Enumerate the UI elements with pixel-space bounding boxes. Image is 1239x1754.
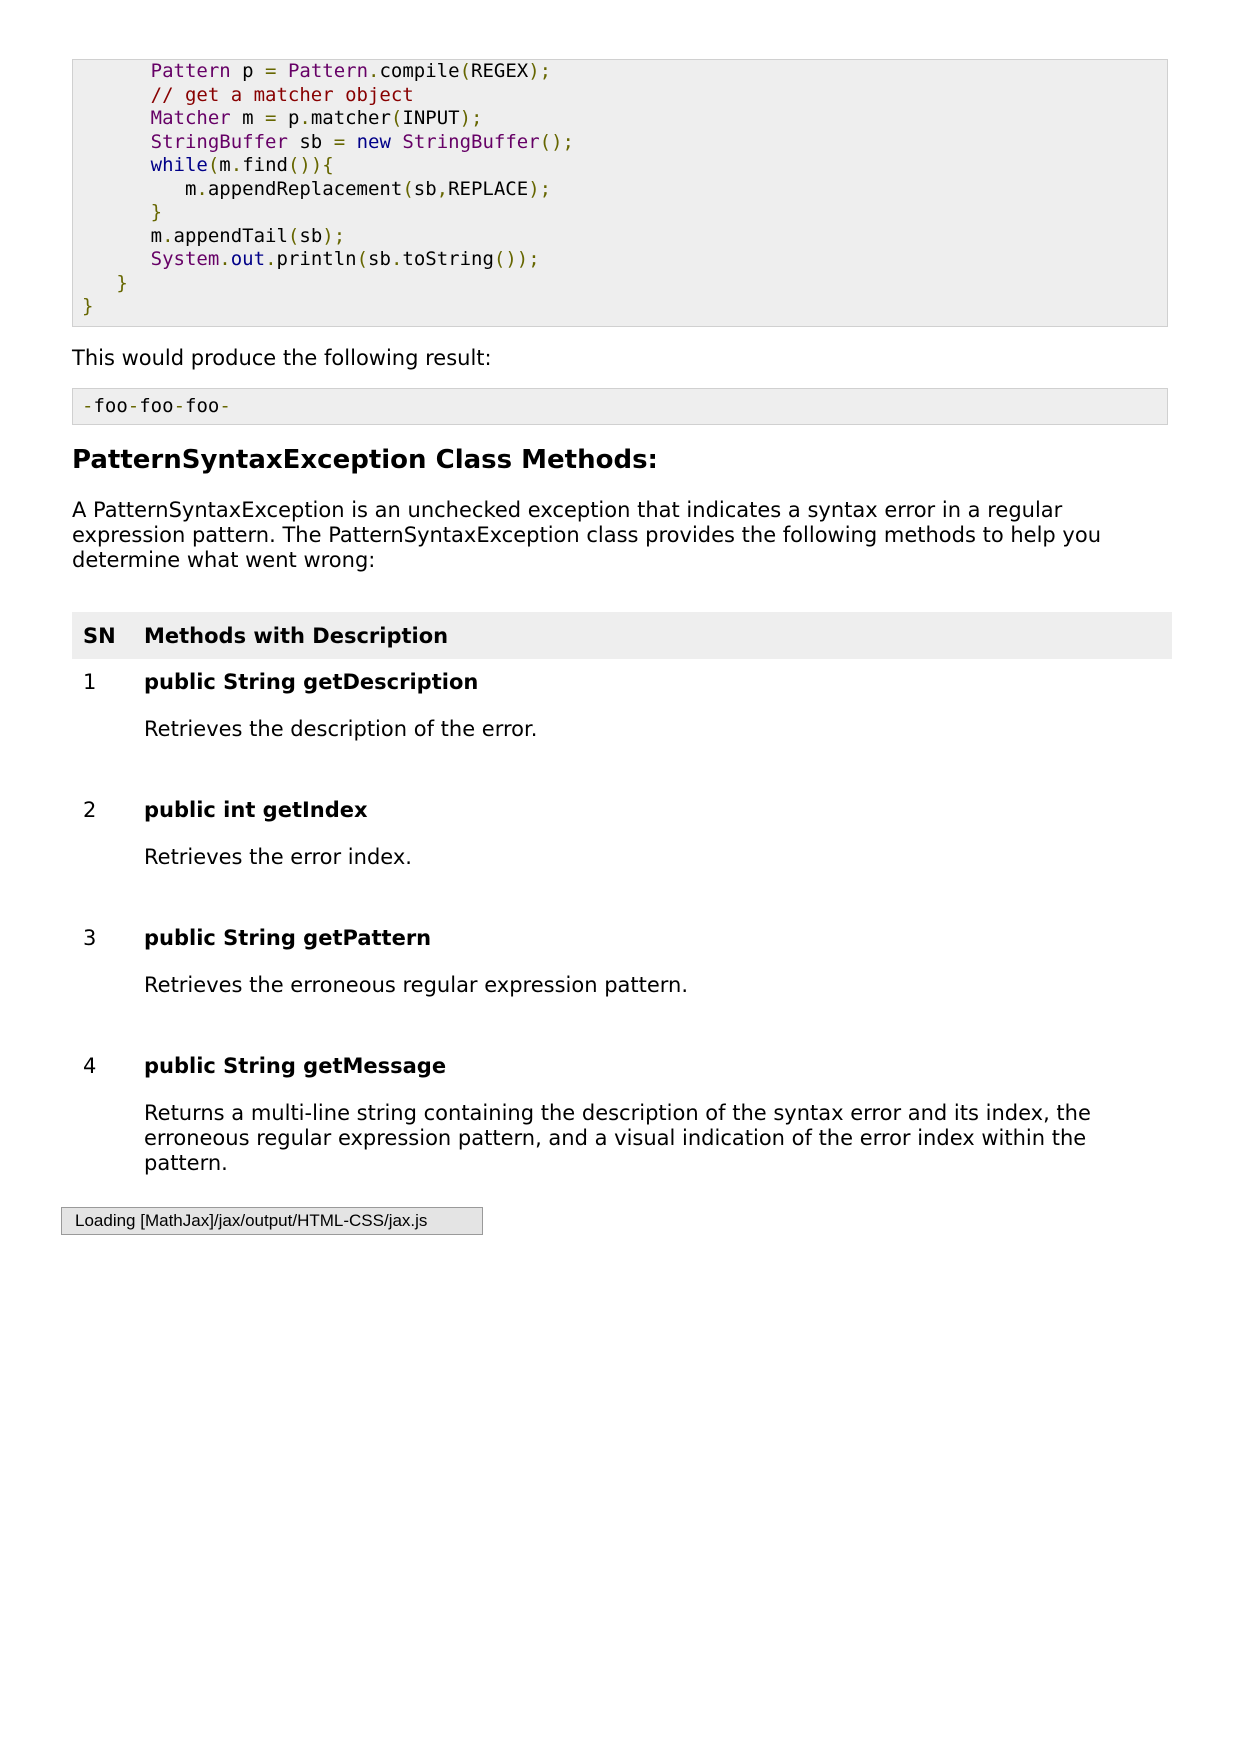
code-token: StringBuffer (150, 130, 288, 153)
code-token: = (265, 60, 277, 82)
code-token: - (219, 394, 231, 417)
code-line (82, 84, 1167, 108)
method-description: Returns a multi-line string containing the description of the syntax error and its index, the erroneous regular expression pattern, and a visual indication of the error index within the pattern. (144, 1101, 1091, 1175)
code-token: ( (390, 107, 403, 129)
row-method (133, 787, 1172, 915)
code-token: appendReplacement (207, 177, 403, 200)
code-token: . (390, 248, 403, 270)
code-token: toString (402, 248, 494, 270)
code-token: ( (402, 177, 414, 200)
result-output (72, 388, 1168, 426)
code-token: sb (368, 248, 391, 270)
code-token: m (219, 154, 231, 176)
code-token: } (116, 271, 128, 294)
code-token: Pattern (287, 60, 369, 82)
code-token (82, 272, 116, 294)
code-token (82, 201, 151, 223)
method-name: public int getIndex (144, 798, 368, 822)
row-method (133, 1043, 1172, 1176)
code-token: . (219, 248, 231, 270)
code-token (345, 131, 356, 153)
code-token: compile (379, 60, 460, 82)
code-token: foo (139, 394, 174, 417)
table-row (72, 787, 1172, 915)
method-name: public String getDescription (144, 670, 479, 694)
methods-table (72, 612, 1172, 1176)
page-content (72, 59, 1168, 1176)
code-token: while (150, 154, 208, 176)
table-header-row (72, 612, 1172, 659)
code-token: . (162, 224, 174, 247)
code-token: (); (539, 130, 574, 153)
method-description: Retrieves the error index. (144, 845, 412, 869)
row-sn: 2 (83, 798, 97, 822)
code-token (391, 131, 402, 153)
row-sn: 4 (83, 1054, 97, 1078)
code-token: foo (185, 394, 220, 417)
code-token: } (150, 201, 163, 223)
code-token: ( (356, 248, 369, 270)
code-token: p (230, 60, 266, 82)
row-sn: 1 (83, 670, 97, 694)
code-token: } (82, 295, 94, 317)
section-intro: A PatternSyntaxException is an unchecked exception that indicates a syntax error in a regular expression pattern. The PatternSyntaxException class provides the following methods to help you determine what went wrong: (72, 498, 1101, 572)
code-token: Matcher (150, 107, 231, 129)
code-token: . (196, 177, 208, 200)
code-token: sb (413, 177, 437, 200)
code-line (82, 154, 1167, 178)
code-token (82, 84, 151, 106)
code-block (72, 59, 1168, 327)
code-token: appendTail (173, 224, 288, 247)
code-token: ); (322, 224, 346, 247)
output-line (82, 395, 1158, 419)
code-token: foo (93, 394, 128, 417)
row-method (133, 915, 1172, 1043)
code-token (277, 60, 288, 82)
row-method (133, 659, 1172, 787)
code-token: ); (528, 177, 552, 200)
code-line (82, 131, 1167, 155)
code-token: . (368, 60, 380, 82)
code-token: ( (207, 154, 220, 176)
code-token: println (276, 248, 357, 270)
mathjax-loading-status: Loading [MathJax]/jax/output/HTML-CSS/jax.js (61, 1207, 483, 1235)
table-row (72, 915, 1172, 1043)
code-token: = (265, 107, 277, 129)
table-row (72, 659, 1172, 787)
code-token (82, 154, 151, 176)
code-token (82, 60, 151, 82)
code-token: sb (299, 224, 323, 247)
code-token: . (299, 107, 311, 129)
method-name: public String getMessage (144, 1054, 447, 1078)
method-description: Retrieves the erroneous regular expression pattern. (144, 973, 689, 997)
code-token: StringBuffer (402, 130, 540, 153)
code-token: . (265, 248, 277, 270)
code-token: Pattern (150, 60, 231, 82)
code-token (82, 248, 151, 270)
code-token: // get a matcher object (150, 83, 414, 106)
code-token: ); (459, 107, 483, 129)
code-line (82, 248, 1167, 272)
table-row (72, 1043, 1172, 1176)
code-token: p (276, 107, 300, 129)
code-token: ( (287, 224, 300, 247)
code-token: m (82, 224, 163, 247)
result-intro: This would produce the following result: (72, 345, 492, 370)
code-token: ()){ (287, 154, 334, 176)
code-token: m (82, 177, 197, 200)
code-token: . (230, 154, 243, 176)
code-line (82, 295, 1167, 319)
header-methods: Methods with Description (133, 612, 1172, 659)
section-title: PatternSyntaxException Class Methods: (72, 445, 658, 475)
code-line (82, 225, 1167, 249)
code-token: ()); (493, 248, 540, 270)
code-token: - (173, 394, 186, 417)
code-token: m (230, 107, 266, 129)
row-sn: 3 (83, 926, 97, 950)
code-token: REPLACE (448, 177, 529, 200)
code-line (82, 60, 1167, 84)
code-token: - (82, 394, 94, 417)
code-token: INPUT (402, 107, 460, 129)
code-token: System (150, 248, 220, 270)
header-sn: SN (72, 612, 133, 659)
code-token: matcher (310, 107, 391, 129)
code-token: ); (528, 60, 552, 82)
code-token: REGEX (471, 60, 529, 82)
method-name: public String getPattern (144, 926, 432, 950)
code-token (82, 131, 151, 153)
code-line (82, 272, 1167, 296)
code-line (82, 178, 1167, 202)
code-token: ( (459, 60, 472, 82)
code-token: - (127, 394, 140, 417)
code-token: = (333, 130, 346, 153)
code-line (82, 201, 1167, 225)
code-token: new (356, 130, 391, 153)
code-token: , (436, 177, 449, 200)
code-line (82, 107, 1167, 131)
method-description: Retrieves the description of the error. (144, 717, 538, 741)
code-token: sb (287, 130, 334, 153)
code-token (82, 107, 151, 129)
code-token: out (230, 248, 266, 270)
code-token: find (242, 154, 288, 176)
